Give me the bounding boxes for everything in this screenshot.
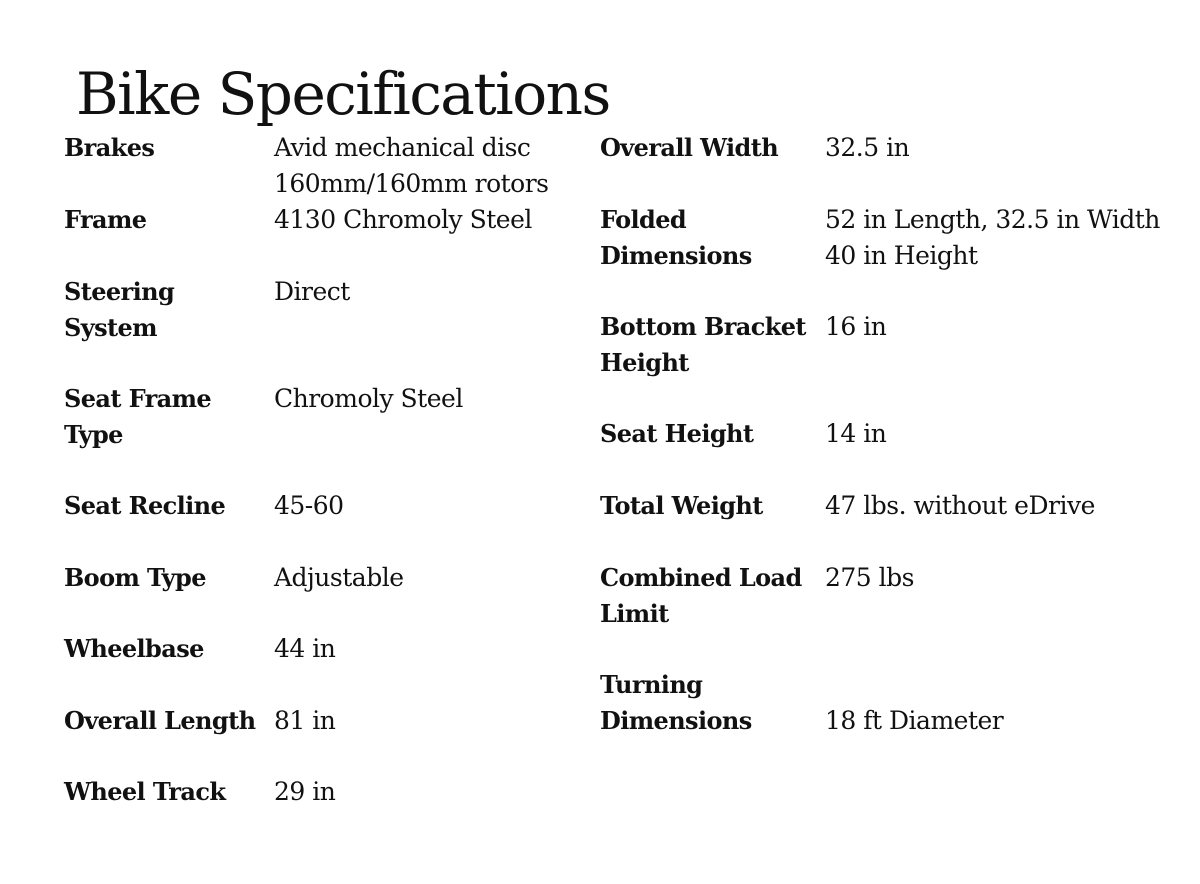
spec-value: 275 lbs [825, 563, 914, 592]
spec-label: Overall Length [64, 706, 256, 735]
spec-value: 16 in [825, 312, 887, 341]
spec-label: Overall Width [600, 133, 779, 162]
spec-value: Avid mechanical disc 160mm/160mm rotors [274, 133, 549, 198]
spec-label: Combined Load Limit [600, 563, 802, 628]
spec-label: Wheelbase [64, 634, 204, 663]
spec-label: Bottom Bracket Height [600, 312, 806, 377]
spec-value: Adjustable [274, 563, 404, 592]
spec-label: Total Weight [600, 491, 763, 520]
spec-value: Direct [274, 277, 350, 306]
spec-label: Boom Type [64, 563, 206, 592]
spec-value: 47 lbs. without eDrive [825, 491, 1095, 520]
spec-label: Seat Frame Type [64, 384, 212, 449]
spec-value: 81 in [274, 706, 336, 735]
spec-value: 32.5 in [825, 133, 910, 162]
spec-label: Steering System [64, 277, 175, 342]
spec-value: 45-60 [274, 491, 344, 520]
spec-value: 14 in [825, 419, 887, 448]
spec-label: Turning Dimensions [600, 670, 752, 735]
spec-value: 44 in [274, 634, 336, 663]
spec-value: 4130 Chromoly Steel [274, 205, 532, 234]
spec-value: 52 in Length, 32.5 in Width 40 in Height [825, 205, 1160, 270]
spec-value: Chromoly Steel [274, 384, 463, 413]
spec-label: Seat Height [600, 419, 754, 448]
spec-value: 29 in [274, 777, 336, 806]
spec-label: Brakes [64, 133, 155, 162]
page-title: Bike Specifications [76, 60, 610, 128]
spec-label: Wheel Track [64, 777, 226, 806]
spec-label: Folded Dimensions [600, 205, 752, 270]
spec-label: Frame [64, 205, 147, 234]
spec-value: 18 ft Diameter [825, 706, 1004, 735]
spec-label: Seat Recline [64, 491, 226, 520]
